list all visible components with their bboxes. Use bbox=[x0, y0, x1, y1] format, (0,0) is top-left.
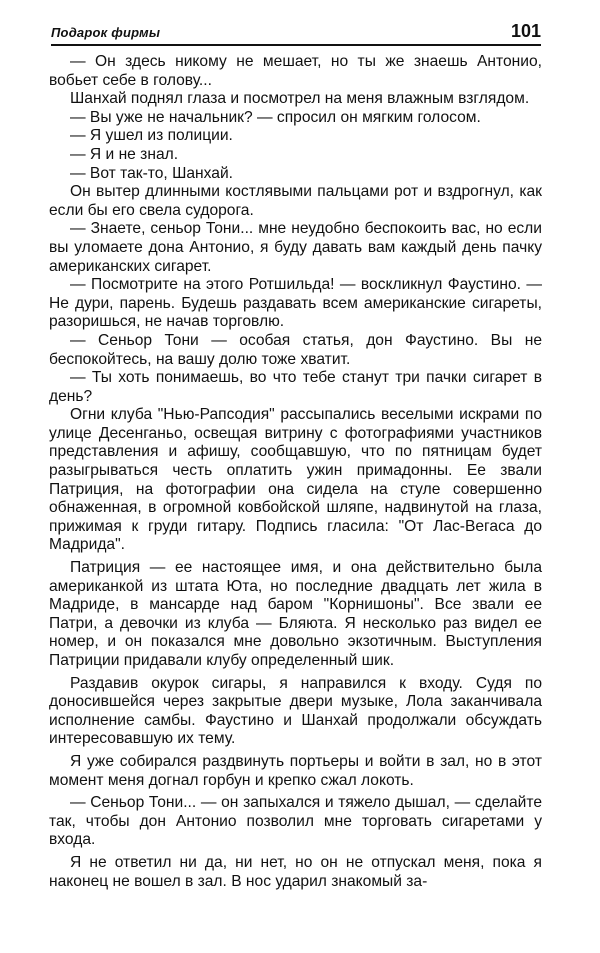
paragraph: Я уже собирался раздвинуть портьеры и войти в зал, но в этот момент меня догнал горбун и крепко сжал локоть. bbox=[49, 752, 542, 789]
page-header bbox=[51, 18, 541, 46]
running-head: Подарок фирмы bbox=[51, 25, 161, 40]
paragraph: — Ты хоть понимаешь, во что тебе станут три пачки сигарет в день? bbox=[49, 369, 542, 405]
paragraph: — Посмотрите на этого Ротшильда! — воскликнул Фаустино. — Не дури, парень. Будешь раздавать всем американские сигареты, разоришься, не начав торговлю. bbox=[49, 276, 542, 331]
paragraph: — Я ушел из полиции. bbox=[70, 127, 233, 145]
page-number: 101 bbox=[510, 21, 541, 41]
paragraph: Я не ответил ни да, ни нет, но он не отпускал меня, пока я наконец не вошел в зал. В нос ударил знакомый за- bbox=[49, 853, 542, 890]
paragraph: Огни клуба "Нью-Рапсодия" рассыпались веселыми искрами по улице Десенганьо, освещая витрину с фотографиями участников представления и афишу, сообщавшую, что по пятницам будет разыгрываться честь оплатить ужин примадонны. Ее звали Патриция, на фотографии она сидела на стуле совершенно обнаженная, в огромной ковбойской шляпе, надвинутой на глаза, прижимая к груди гитару. Подпись гласила: "От Лас-Вегаса до Мадрида". bbox=[49, 406, 542, 554]
paragraph: — Вы уже не начальник? — спросил он мягким голосом. bbox=[70, 108, 481, 126]
paragraph: — Сеньор Тони... — он запыхался и тяжело дышал, — сделайте так, чтобы дон Антонио позволил мне торговать сигаретами у входа. bbox=[49, 794, 542, 849]
paragraph: Патриция — ее настоящее имя, и она действительно была американкой из штата Юта, но последние двадцать лет жила в Мадриде, в мансарде над баром "Корнишоны". Все звали ее Патри, а девочки из клуба — Бляюта. Я несколько раз видел ее номер, и он показался мне довольно экзотичным. Выступления Патриции придавали клубу определенный шик. bbox=[49, 559, 542, 669]
paragraph: — Знаете, сеньор Тони... мне неудобно беспокоить вас, но если вы уломаете дона Антонио, я буду давать вам каждый день пачку американских сигарет. bbox=[49, 220, 542, 275]
paragraph: — Вот так-то, Шанхай. bbox=[70, 164, 234, 182]
paragraph: Раздавив окурок сигары, я направился к входу. Судя по доносившейся через закрытые двери музыке, Лола заканчивала исполнение самбы. Фаустино и Шанхай продолжали обсуждать интересовавшую их тему. bbox=[49, 674, 542, 748]
body-text bbox=[49, 53, 542, 891]
paragraph: — Я и не знал. bbox=[70, 145, 179, 163]
paragraph: Он вытер длинными костлявыми пальцами рот и вздрогнул, как если бы его свела судорога. bbox=[49, 183, 542, 219]
paragraph: — Он здесь никому не мешает, но ты же знаешь Антонио, вобьет себе в голову... bbox=[49, 53, 542, 89]
paragraph: Шанхай поднял глаза и посмотрел на меня влажным взглядом. bbox=[70, 90, 530, 108]
paragraph: — Сеньор Тони — особая статья, дон Фаустино. Вы не беспокойтесь, на вашу долю тоже хватит. bbox=[49, 331, 542, 368]
